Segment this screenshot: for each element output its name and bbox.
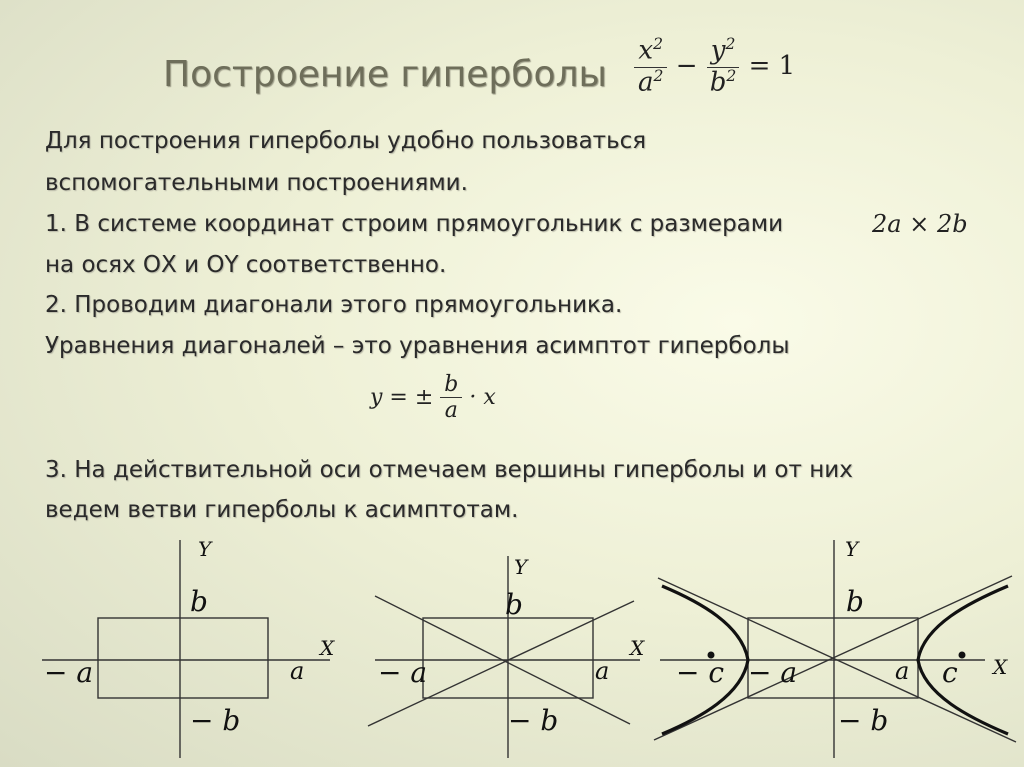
asymptote-equation: y = ± $\frac{b}{a}$ · x [370, 372, 496, 424]
label-b: b [505, 588, 523, 621]
label-y: Y [845, 537, 859, 561]
text-line-7: 3. На действительной оси отмечаем вершины гиперболы и от них [45, 457, 853, 483]
text-line-8: ведем ветви гиперболы к асимптотам. [45, 497, 519, 523]
text-line-3: 1. В системе координат строим прямоугольник с размерами [45, 211, 784, 237]
label-y: Y [514, 555, 528, 579]
label-neg-a: − a [378, 656, 428, 689]
focus-right-dot [959, 652, 966, 659]
label-c: c [942, 656, 958, 689]
text-line-4: на осях ОХ и ОY соответственно. [45, 252, 447, 278]
rectangle-size-formula: 2a × 2b [872, 210, 968, 238]
label-neg-b: − b [190, 704, 241, 737]
label-x: X [630, 636, 645, 660]
label-y: Y [198, 537, 212, 561]
label-a: a [895, 657, 910, 685]
hyperbola-equation: $\frac{x^2}{a^2}$ − $\frac{y^2}{b^2}$ = 1 [634, 36, 795, 98]
text-line-6: Уравнения диагоналей – это уравнения асимптот гиперболы [45, 333, 790, 359]
label-b: b [846, 585, 864, 618]
label-a: a [290, 657, 305, 685]
label-a: a [595, 657, 610, 685]
text-line-1: Для построения гиперболы удобно пользоваться [45, 128, 647, 154]
label-x: X [320, 636, 335, 660]
label-neg-b: − b [838, 704, 889, 737]
slide-title: Построение гиперболы [163, 54, 607, 95]
label-x: X [993, 655, 1008, 679]
text-line-2: вспомогательными построениями. [45, 170, 468, 196]
text-line-5: 2. Проводим диагонали этого прямоугольника. [45, 292, 623, 318]
label-neg-a: − a [748, 656, 798, 689]
label-neg-b: − b [508, 704, 559, 737]
label-neg-a: − a [44, 656, 94, 689]
label-neg-c: − c [676, 656, 725, 689]
label-b: b [190, 585, 208, 618]
